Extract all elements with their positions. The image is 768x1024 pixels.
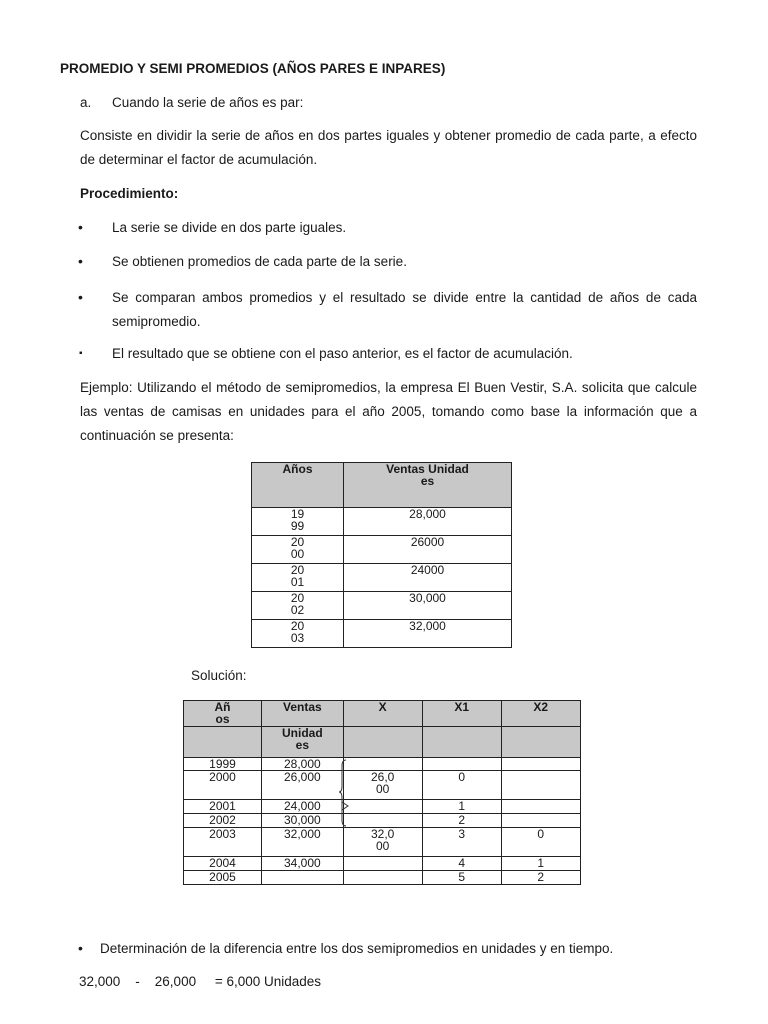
table-subheader-units: Unidad es — [262, 727, 344, 758]
table-cell-year: 2003 — [184, 828, 262, 857]
table-header-years: Añ os — [184, 701, 262, 727]
step-1: La serie se divide en dos parte iguales. — [112, 220, 347, 235]
intro-paragraph: Consiste en dividir la serie de años en dos partes iguales y obtener promedio de cada parte, a efecto de determinar el factor de acumulación. — [80, 128, 697, 167]
table-cell-value: 30,000 — [344, 592, 512, 620]
table-cell-x — [343, 871, 422, 885]
table-cell-year: 2004 — [184, 857, 262, 871]
table-cell-x — [343, 758, 422, 771]
final-equation: 32,000 - 26,000 = 6,000 Unidades — [79, 974, 322, 989]
table-cell-x2 — [501, 771, 580, 800]
table-cell-x1: 5 — [422, 871, 501, 885]
example-paragraph: Ejemplo: Utilizando el método de semipromedios, la empresa El Buen Vestir, S.A. solicita que calcule las ventas de camisas en unidades para el año 2005, tomando como base la información que a continuación se presenta: — [80, 380, 697, 443]
sales-table — [251, 462, 512, 648]
table-cell-year: 2000 — [184, 771, 262, 800]
table-row — [184, 758, 581, 771]
table-header-row — [184, 701, 581, 727]
table-cell-year: 20 01 — [252, 564, 344, 592]
table-cell-x1: 4 — [422, 857, 501, 871]
table-cell-x2 — [501, 758, 580, 771]
table-cell-sales: 32,000 — [262, 828, 344, 857]
table-cell-x1 — [422, 758, 501, 771]
table-cell-x1: 2 — [422, 814, 501, 828]
table-header-x2: X2 — [501, 701, 580, 727]
table-cell-year: 20 00 — [252, 536, 344, 564]
table-cell-sales: 30,000 — [262, 814, 344, 828]
table-header-x1: X1 — [422, 701, 501, 727]
bullet-icon: • — [78, 219, 83, 235]
table-cell-value: 28,000 — [344, 508, 512, 536]
grouping-brace-icon — [338, 758, 354, 828]
table-cell-sales: 26,000 — [262, 771, 344, 800]
table-cell-sales: 28,000 — [262, 758, 344, 771]
table-row — [252, 536, 512, 564]
table-header-sales: Ventas Unidad es — [344, 463, 512, 508]
table-cell-x1: 0 — [422, 771, 501, 800]
step-3: Se comparan ambos promedios y el resultado se divide entre la cantidad de años de cada semipromedio. — [112, 290, 697, 329]
table-cell-value: 32,000 — [344, 620, 512, 648]
table-row — [184, 871, 581, 885]
table-cell-x — [343, 857, 422, 871]
table-header-row — [252, 463, 512, 508]
table-row — [184, 800, 581, 814]
table-cell-x2 — [501, 800, 580, 814]
step-2: Se obtienen promedios de cada parte de la serie. — [112, 254, 407, 269]
table-cell-sales — [262, 871, 344, 885]
step-4: El resultado que se obtiene con el paso anterior, es el factor de acumulación. — [112, 346, 573, 361]
table-row — [252, 508, 512, 536]
solution-label: Solución: — [191, 668, 247, 683]
table-cell-x: 26,0 00 — [343, 771, 422, 800]
table-row — [252, 620, 512, 648]
table-row — [184, 828, 581, 857]
table-cell-year: 2001 — [184, 800, 262, 814]
table-cell-sales: 34,000 — [262, 857, 344, 871]
table-header-x: X — [343, 701, 422, 727]
item-a-marker: a. — [80, 95, 92, 110]
bullet-icon: • — [78, 253, 83, 269]
solution-table — [183, 700, 581, 885]
table-cell-year: 19 99 — [252, 508, 344, 536]
table-cell-x1: 1 — [422, 800, 501, 814]
table-row — [252, 564, 512, 592]
table-cell-year: 2002 — [184, 814, 262, 828]
square-bullet-icon: ▪ — [79, 348, 83, 359]
table-cell-value: 24000 — [344, 564, 512, 592]
table-header-years: Años — [252, 463, 344, 508]
table-cell-x — [343, 800, 422, 814]
page-title: PROMEDIO Y SEMI PROMEDIOS (AÑOS PARES E INPARES) — [60, 61, 446, 76]
table-cell-x2: 1 — [501, 857, 580, 871]
item-a-text: Cuando la serie de años es par: — [112, 95, 304, 110]
table-cell-x2 — [501, 814, 580, 828]
table-subheader-row — [184, 727, 581, 758]
table-cell-x1: 3 — [422, 828, 501, 857]
table-cell-x2: 0 — [501, 828, 580, 857]
table-cell-x — [343, 814, 422, 828]
table-cell-year: 1999 — [184, 758, 262, 771]
table-row — [184, 857, 581, 871]
table-cell-sales: 24,000 — [262, 800, 344, 814]
table-row — [252, 592, 512, 620]
bullet-icon: • — [78, 940, 83, 956]
table-cell-year: 20 03 — [252, 620, 344, 648]
table-cell-year: 2005 — [184, 871, 262, 885]
bullet-icon: • — [78, 289, 83, 305]
final-bullet-text: Determinación de la diferencia entre los dos semipromedios en unidades y en tiempo. — [100, 941, 614, 956]
table-cell-x: 32,0 00 — [343, 828, 422, 857]
table-row — [184, 814, 581, 828]
table-cell-x2: 2 — [501, 871, 580, 885]
table-header-sales: Ventas — [262, 701, 344, 727]
table-row — [184, 771, 581, 800]
procedure-heading: Procedimiento: — [80, 186, 179, 201]
table-cell-year: 20 02 — [252, 592, 344, 620]
table-cell-value: 26000 — [344, 536, 512, 564]
